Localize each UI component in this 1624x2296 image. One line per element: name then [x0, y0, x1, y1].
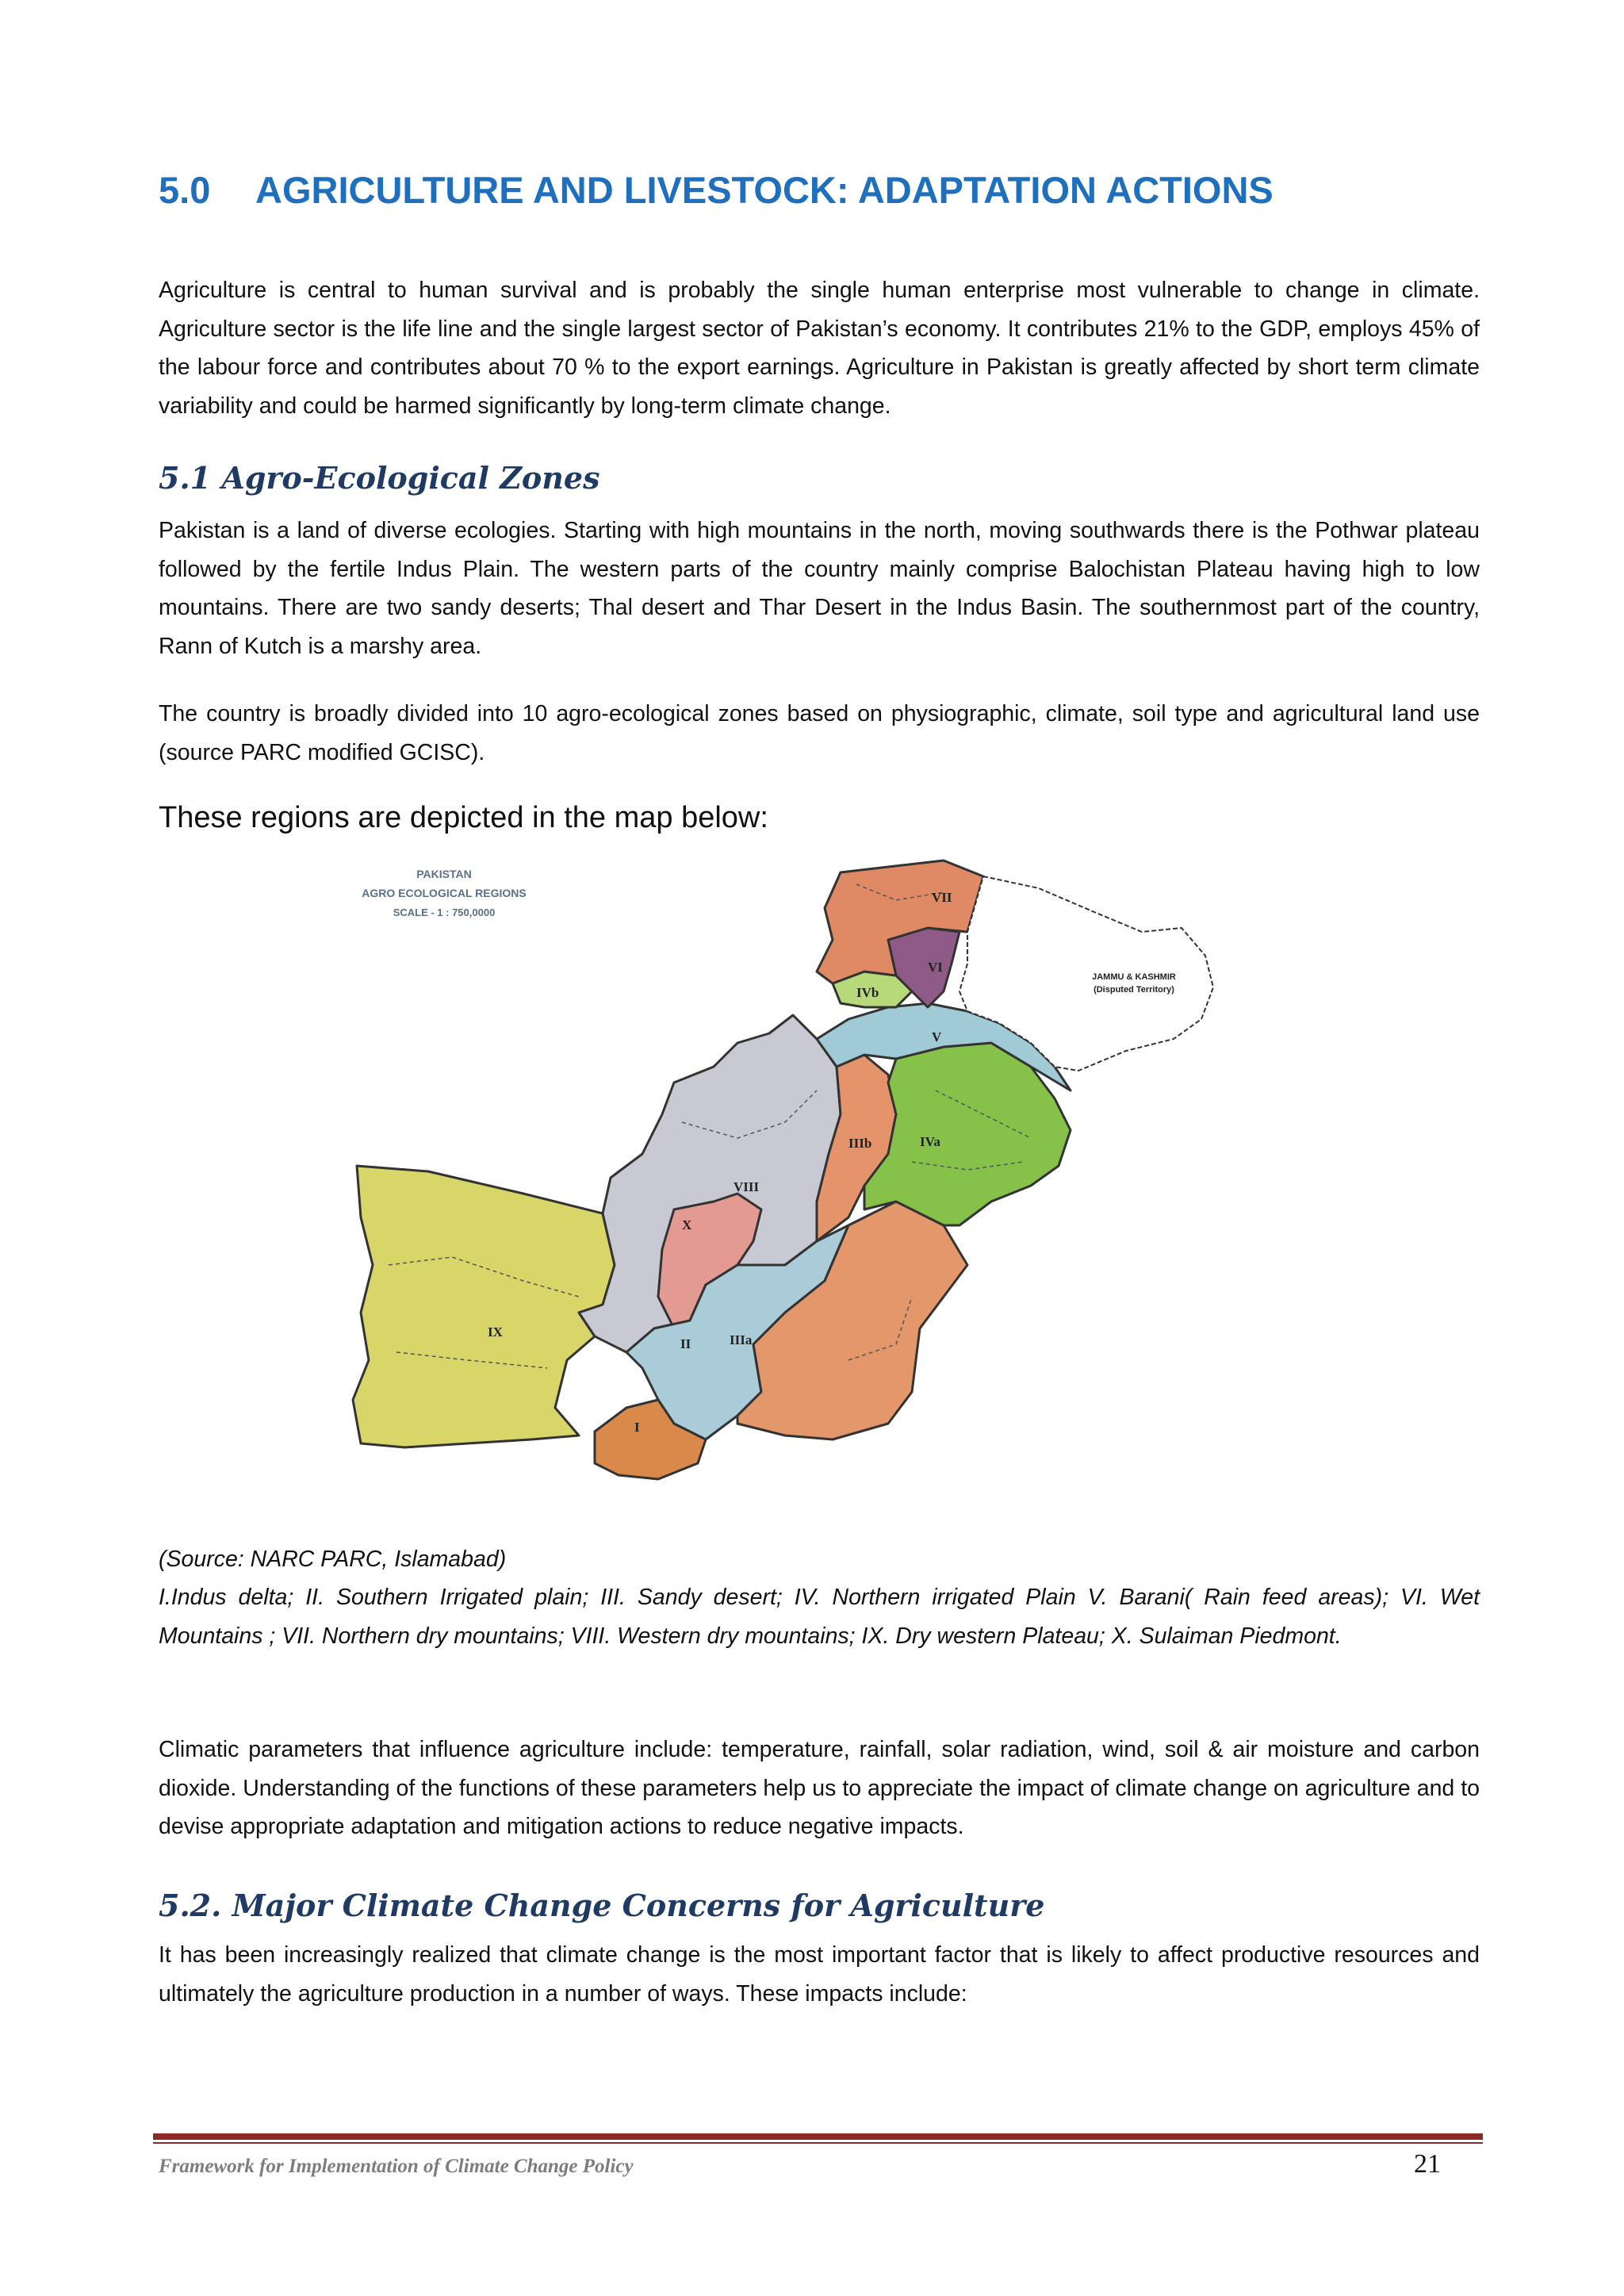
footer-rule-thin: [153, 2142, 1483, 2144]
footer-rule-thick: [153, 2133, 1483, 2140]
zone-label-iva: IVa: [920, 1134, 940, 1149]
chapter-number: 5.0: [159, 169, 211, 211]
zone-label-x: X: [682, 1217, 692, 1232]
section-5-1-heading: 5.1 Agro-Ecological Zones: [159, 460, 600, 496]
intro-paragraph: Agriculture is central to human survival and is probably the single human enterprise most vulnerable to change in climate. Agriculture sector is the life line and the single largest sector of Pakistan’s economy. It contributes 21% to the GDP, employs 45% of the labour force and contributes about 70 % to the export earnings. Agriculture in Pakistan is greatly affected by short term climate variability and could be harmed significantly by long-term climate change.: [159, 278, 1480, 419]
kashmir-label-line-1: JAMMU & KASHMIR: [1092, 972, 1176, 982]
zone-label-i: I: [634, 1420, 640, 1435]
section-5-1-paragraph-1: Pakistan is a land of diverse ecologies. Starting with high mountains in the north, moving southwards there is the Pothwar plateau followed by the fertile Indus Plain. The western parts of the country mainly comprise Balochistan Plateau having high to low mountains. There are two sandy deserts; Thal desert and Thar Desert in the Indus Basin. The southernmost part of the country, Rann of Kutch is a marshy area.: [159, 518, 1480, 659]
section-5-2-paragraph: It has been increasingly realized that climate change is the most important factor that is likely to affect productive resources and ultimately the agriculture production in a number of ways. These impacts include:: [159, 1942, 1480, 2007]
chapter-heading: [159, 168, 1467, 212]
chapter-title: AGRICULTURE AND LIVESTOCK: ADAPTATION ACTIONS: [255, 169, 1274, 211]
zone-label-ix: IX: [488, 1324, 503, 1340]
section-5-2-heading: 5.2. Major Climate Change Concerns for Agriculture: [159, 1888, 1045, 1923]
map-title-line-2: AGRO ECOLOGICAL REGIONS: [362, 887, 527, 899]
climate-parameters-paragraph: Climatic parameters that influence agriculture include: temperature, rainfall, solar radiation, wind, soil & air moisture and carbon dioxide. Understanding of the functions of these parameters help us to appreciate the impact of climate change on agriculture and to devise appropriate adaptation and mitigation actions to reduce negative impacts.: [159, 1737, 1480, 1839]
section-5-1-paragraph-2: The country is broadly divided into 10 agro-ecological zones based on physiographic, climate, soil type and agricultural land use (source PARC modified GCISC).: [159, 701, 1480, 765]
map-svg: [341, 853, 1293, 1495]
map-legend-text: I.Indus delta; II. Southern Irrigated plain; III. Sandy desert; IV. Northern irrigated Plain V. Barani( Rain feed areas); VI. Wet Mountains ; VII. Northern dry mountains; VIII. Western dry mountains; IX. Dry western Plateau; X. Sulaiman Piedmont.: [159, 1585, 1480, 1649]
zone-label-ii: II: [680, 1336, 691, 1351]
zone-label-vi: VI: [928, 960, 943, 975]
page-number: 21: [1414, 2149, 1441, 2179]
map-title-line-3: SCALE - 1 : 750,0000: [393, 907, 496, 918]
zone-label-viii: VIII: [733, 1179, 760, 1194]
zone-label-vii: VII: [932, 890, 952, 905]
map-lead-text: These regions are depicted in the map below:: [159, 801, 768, 834]
footer-title: Framework for Implementation of Climate Change Policy: [159, 2156, 634, 2177]
zone-label-iiib: IIIb: [848, 1136, 872, 1151]
map-title-line-1: PAKISTAN: [416, 868, 472, 880]
zone-ix: [353, 1166, 615, 1447]
kashmir-label-line-2: (Disputed Territory): [1094, 985, 1174, 995]
zone-label-ivb: IVb: [856, 985, 879, 1000]
agro-ecological-map: [341, 853, 1293, 1495]
map-source-note: (Source: NARC PARC, Islamabad): [159, 1547, 507, 1572]
zone-label-iiia: IIIa: [730, 1332, 753, 1347]
zone-label-v: V: [932, 1029, 942, 1045]
